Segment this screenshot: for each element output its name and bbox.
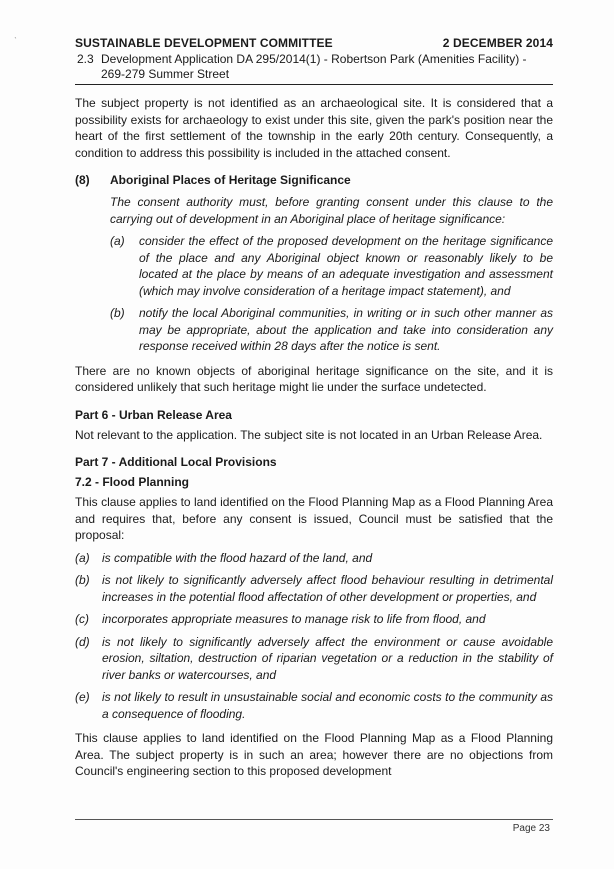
footer-divider bbox=[75, 819, 553, 820]
item-text: is compatible with the flood hazard of the land, and bbox=[102, 550, 373, 565]
section-8-quote: The consent authority must, before granting consent under this clause to the carrying out of development in an Aboriginal place of heritage significance: bbox=[110, 195, 553, 226]
item-label: (e) bbox=[75, 690, 90, 704]
item-text: is not likely to significantly adversely affect flood behaviour resulting in detrimental increases in the potential flood affectation of other development or properties, and bbox=[102, 573, 553, 604]
archaeology-paragraph: The subject property is not identified as an archaeological site. It is considered that a possibility exists for archaeology to exist under this site, given the park's position near the heart of the first settlement of the township in the early 20th century. Consequently, a condition to address this possibility is included in the attached consent. bbox=[75, 96, 553, 160]
item-number: 2.3 bbox=[77, 52, 94, 66]
page-number: Page 23 bbox=[512, 823, 550, 834]
part-6-heading: Part 6 - Urban Release Area bbox=[75, 407, 232, 422]
page-header bbox=[75, 36, 553, 82]
flood-item-c bbox=[75, 611, 553, 628]
item-label: (d) bbox=[75, 634, 90, 649]
flood-item-d bbox=[75, 634, 553, 684]
header-divider bbox=[75, 84, 553, 85]
scan-artifact: ˋ bbox=[14, 36, 17, 46]
item-title: Development Application DA 295/2014(1) - Robertson Park (Amenities Facility) - 269-279 Summer Street bbox=[101, 52, 527, 81]
item-label: (b) bbox=[110, 306, 125, 320]
item-label: (a) bbox=[75, 550, 90, 565]
part-7-heading: Part 7 - Additional Local Provisions bbox=[75, 455, 277, 469]
item-label: (b) bbox=[75, 573, 90, 587]
section-8-title: Aboriginal Places of Heritage Significance bbox=[110, 173, 351, 187]
committee-name: SUSTAINABLE DEVELOPMENT COMMITTEE bbox=[75, 36, 333, 50]
part-6-text: Not relevant to the application. The subject site is not located in an Urban Release Area. bbox=[75, 427, 543, 442]
item-text: incorporates appropriate measures to manage risk to life from flood, and bbox=[102, 612, 486, 626]
part-6 bbox=[75, 408, 553, 444]
flood-planning-closing: This clause applies to land identified on the Flood Planning Map as a Flood Planning Area. The subject property is in such an area; however there are no objections from Council's engineering section to this proposed development bbox=[75, 731, 553, 778]
item-label: (a) bbox=[110, 234, 125, 248]
flood-item-b bbox=[75, 572, 553, 605]
item-text: is not likely to significantly adversely affect the environment or cause avoidable erosion, siltation, destruction of riparian vegetation or a reduction in the stability of river banks or watercourses, and bbox=[102, 634, 553, 682]
document-body bbox=[75, 95, 553, 780]
item-text: consider the effect of the proposed development on the heritage significance of the place and any Aboriginal object known or reasonably likely to be located at the place by means of an adequate investigation and assessment (which may involve consideration of a heritage impact statement), and bbox=[139, 234, 553, 298]
part-7 bbox=[75, 455, 553, 780]
flood-planning-heading: 7.2 - Flood Planning bbox=[75, 475, 189, 489]
meeting-date: 2 DECEMBER 2014 bbox=[442, 36, 553, 50]
section-8-item-a bbox=[110, 233, 553, 299]
section-8-number: (8) bbox=[75, 173, 90, 187]
flood-item-a bbox=[75, 550, 553, 567]
item-text: is not likely to result in unsustainable social and economic costs to the community as a consequence of flooding. bbox=[102, 690, 553, 721]
section-8-item-b bbox=[110, 305, 553, 355]
section-8 bbox=[75, 173, 553, 396]
item-text: notify the local Aboriginal communities, in writing or in such other manner as may be appropriate, about the application and take into consideration any response received within 28 days after the notice is sent. bbox=[139, 306, 553, 353]
flood-planning-intro: This clause applies to land identified on the Flood Planning Map as a Flood Planning Area and requires that, before any consent is issued, Council must be satisfied that the proposal: bbox=[75, 495, 553, 542]
flood-item-e bbox=[75, 689, 553, 722]
section-8-conclusion: There are no known objects of aboriginal heritage significance on the site, and it is considered unlikely that such heritage might lie under the surface undetected. bbox=[75, 363, 553, 394]
item-label: (c) bbox=[75, 612, 89, 626]
